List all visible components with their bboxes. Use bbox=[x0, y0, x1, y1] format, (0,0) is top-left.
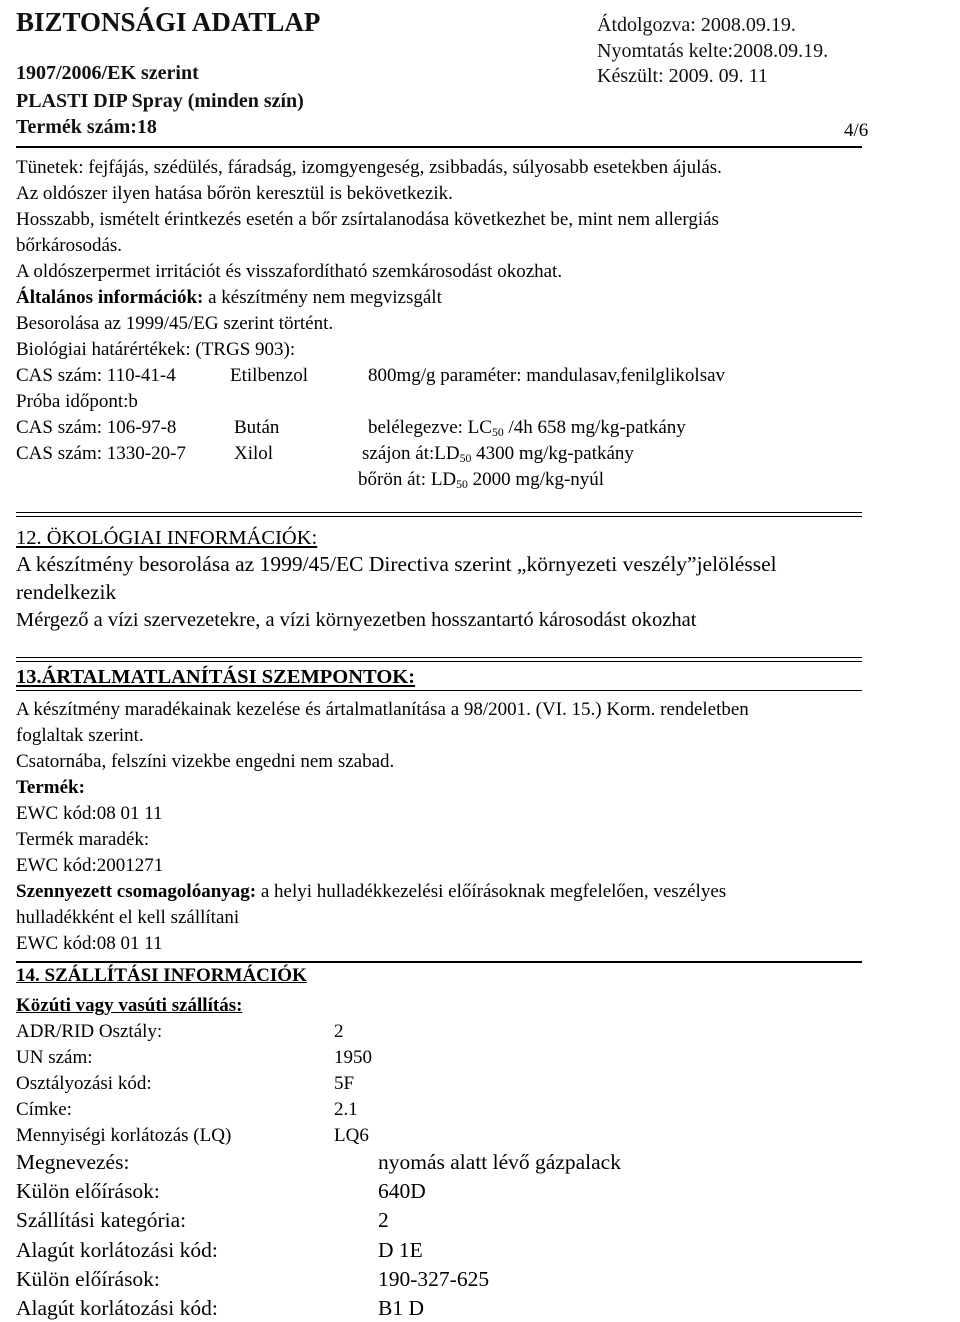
product-name: PLASTI DIP Spray (minden szín) bbox=[16, 90, 304, 112]
skin-absorption-line: Az oldószer ilyen hatása bőrön keresztül is bekövetkezik. bbox=[16, 183, 453, 204]
substance-name-2: Bután bbox=[234, 417, 280, 438]
ewc-code-2: EWC kód:2001271 bbox=[16, 855, 164, 876]
transport-label: ADR/RID Osztály: bbox=[16, 1021, 163, 1042]
ld-skin-label: bőrön át: LD bbox=[358, 469, 457, 490]
repeated-contact-line: Hosszabb, ismételt érintkezés esetén a bőr zsírtalanodása következhet be, mint nem allergiás bbox=[16, 209, 719, 230]
transport-label: Alagút korlátozási kód: bbox=[16, 1296, 218, 1320]
lc-subscript: 50 bbox=[491, 425, 504, 439]
revision-date: Átdolgozva: 2008.09.19. bbox=[597, 14, 796, 36]
transport-value: 5F bbox=[334, 1073, 355, 1094]
section-13-heading: 13.ÁRTALMATLANÍTÁSI SZEMPONTOK: bbox=[16, 666, 416, 688]
bio-limits-line: Biológiai határértékek: (TRGS 903): bbox=[16, 339, 296, 360]
header-divider bbox=[16, 146, 862, 148]
repeated-contact-line-2: bőrkárosodás. bbox=[16, 235, 123, 256]
transport-value: 640D bbox=[378, 1179, 426, 1203]
cas-number-2: CAS szám: 106-97-8 bbox=[16, 417, 177, 438]
section-14-heading: 14. SZÁLLÍTÁSI INFORMÁCIÓK bbox=[16, 965, 307, 986]
section-12-rule-bottom bbox=[16, 516, 862, 517]
classification-line: Besorolása az 1999/45/EG szerint történt. bbox=[16, 313, 334, 334]
ld-skin-subscript: 50 bbox=[456, 477, 468, 491]
packaging-text: a helyi hulladékkezelési előírásoknak megfelelően, veszélyes bbox=[256, 881, 727, 902]
transport-label: Alagút korlátozási kód: bbox=[16, 1238, 218, 1262]
ewc-code-1: EWC kód:08 01 11 bbox=[16, 803, 163, 824]
symptoms-line: Tünetek: fejfájás, szédülés, fáradság, izomgyengeség, zsibbadás, súlyosabb esetekben ájulás. bbox=[16, 157, 722, 178]
disposal-line-2: foglaltak szerint. bbox=[16, 725, 144, 746]
ld-oral-label: szájon át:LD bbox=[362, 443, 460, 464]
ld-skin-value: 2000 mg/kg-nyúl bbox=[467, 469, 605, 490]
section-12-heading: 12. ÖKOLÓGIAI INFORMÁCIÓK: bbox=[16, 527, 318, 549]
transport-label: Külön előírások: bbox=[16, 1267, 160, 1291]
product-number: Termék szám:18 bbox=[16, 116, 157, 138]
lc-label: belélegezve: LC bbox=[368, 417, 492, 438]
cas-number-1: CAS szám: 110-41-4 bbox=[16, 365, 176, 386]
transport-label: Osztályozási kód: bbox=[16, 1073, 152, 1094]
aquatic-toxicity-line: Mérgező a vízi szervezetekre, a vízi környezetben hosszantartó károsodást okozhat bbox=[16, 609, 697, 631]
transport-value: LQ6 bbox=[334, 1125, 369, 1146]
document-title: BIZTONSÁGI ADATLAP bbox=[16, 7, 321, 37]
product-label: Termék: bbox=[16, 777, 85, 798]
transport-value: 2 bbox=[378, 1208, 389, 1232]
substance-name-3: Xilol bbox=[234, 443, 274, 464]
transport-label: Szállítási kategória: bbox=[16, 1208, 187, 1232]
lc-value: /4h 658 mg/kg-patkány bbox=[503, 417, 686, 438]
residue-label: Termék maradék: bbox=[16, 829, 150, 850]
transport-value: 2.1 bbox=[334, 1099, 358, 1120]
disposal-line: A készítmény maradékainak kezelése és ártalmatlanítása a 98/2001. (VI. 15.) Korm. rendeletben bbox=[16, 699, 749, 720]
ld-oral-subscript: 50 bbox=[459, 451, 472, 465]
eye-irritation-line: A oldószerpermet irritációt és visszafordítható szemkárosodást okozhat. bbox=[16, 261, 563, 282]
transport-value: nyomás alatt lévő gázpalack bbox=[378, 1150, 621, 1174]
transport-value: 190-327-625 bbox=[378, 1267, 490, 1291]
transport-label: Mennyiségi korlátozás (LQ) bbox=[16, 1125, 232, 1146]
section-12-rule-top bbox=[16, 512, 862, 513]
ewc-code-3: EWC kód:08 01 11 bbox=[16, 933, 163, 954]
print-date: Nyomtatás kelte:2008.09.19. bbox=[597, 40, 829, 62]
substance-value-1: 800mg/g paraméter: mandulasav,fenilglikolsav bbox=[368, 365, 726, 386]
regulation: 1907/2006/EK szerint bbox=[16, 62, 199, 84]
general-info-line bbox=[16, 288, 442, 307]
section-13-rule-top bbox=[16, 657, 862, 658]
section-13-heading-rule bbox=[16, 690, 862, 691]
transport-value: D 1E bbox=[378, 1238, 423, 1262]
substance-value-2 bbox=[368, 418, 686, 437]
eco-classification-line: A készítmény besorolása az 1999/45/EC Directiva szerint „környezeti veszély”jelöléssel bbox=[16, 552, 777, 576]
transport-value: 1950 bbox=[334, 1047, 372, 1068]
section-13-rule-bottom bbox=[16, 661, 862, 662]
ld-oral-value: 4300 mg/kg-patkány bbox=[471, 443, 634, 464]
eco-classification-line-2: rendelkezik bbox=[16, 580, 117, 604]
transport-label: Címke: bbox=[16, 1099, 72, 1120]
transport-label: UN szám: bbox=[16, 1047, 93, 1068]
section-14-rule bbox=[16, 961, 862, 963]
page-number: 4/6 bbox=[844, 120, 869, 141]
packaging-label: Szennyezett csomagolóanyag: bbox=[16, 881, 257, 902]
sample-time: Próba időpont:b bbox=[16, 391, 138, 412]
transport-value: B1 D bbox=[378, 1296, 424, 1320]
created-date: Készült: 2009. 09. 11 bbox=[597, 65, 768, 87]
cas-number-3: CAS szám: 1330-20-7 bbox=[16, 443, 186, 464]
transport-value: 2 bbox=[334, 1021, 344, 1042]
substance-value-3 bbox=[362, 444, 634, 463]
substance-name-1: Etilbenzol bbox=[230, 365, 309, 386]
packaging-line bbox=[16, 882, 726, 901]
general-info-text: a készítmény nem megvizsgált bbox=[203, 287, 442, 308]
transport-label: Megnevezés: bbox=[16, 1150, 130, 1174]
packaging-line-2: hulladékként el kell szállítani bbox=[16, 907, 240, 928]
general-info-label: Általános információk: bbox=[16, 287, 204, 308]
substance-value-skin bbox=[358, 470, 604, 489]
sewer-warning: Csatornába, felszíni vizekbe engedni nem szabad. bbox=[16, 751, 395, 772]
transport-label: Külön előírások: bbox=[16, 1179, 160, 1203]
road-rail-heading: Közúti vagy vasúti szállítás: bbox=[16, 995, 243, 1016]
